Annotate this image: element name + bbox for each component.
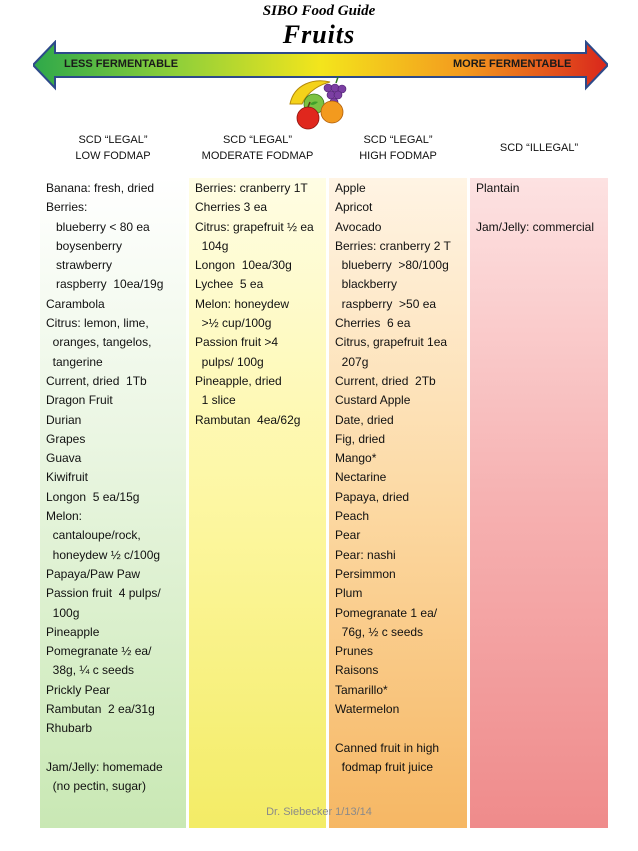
food-item: Berries: cranberry 1T	[195, 181, 308, 195]
food-item: Melon:	[46, 509, 83, 524]
illegal-list	[470, 178, 608, 828]
food-item: strawberry	[46, 258, 113, 273]
food-item: Pineapple, dried	[195, 373, 282, 388]
food-item: Current, dried 2Tb	[335, 373, 436, 388]
food-item: Plantain	[476, 181, 520, 195]
food-item: Lychee 5 ea	[195, 277, 264, 292]
food-item: Berries: cranberry 2 T	[335, 238, 451, 253]
food-item: Rambutan 4ea/62g	[195, 412, 301, 427]
food-item: raspberry >50 ea	[335, 296, 437, 311]
food-item: Longon 10ea/30g	[195, 258, 292, 273]
column-heading-line: SCD “ILLEGAL”	[499, 142, 579, 154]
food-item: >½ cup/100g	[195, 316, 272, 331]
food-item: Citrus: lemon, lime,	[46, 316, 149, 331]
food-item: blueberry < 80 ea	[46, 219, 150, 234]
column-heading-line: MODERATE FODMAP	[201, 150, 314, 162]
food-item: blueberry >80/100g	[335, 258, 449, 273]
food-item: honeydew ½ c/100g	[46, 547, 161, 562]
column-heading-line: SCD “LEGAL”	[78, 134, 148, 146]
food-item: Jam/Jelly: homemade	[46, 759, 163, 774]
column-heading-line: SCD “LEGAL”	[363, 134, 433, 146]
food-item: Tamarillo*	[335, 682, 388, 697]
food-item: Avocado	[335, 219, 382, 234]
food-item: Watermelon	[335, 702, 400, 717]
food-item: Canned fruit in high	[335, 740, 440, 755]
food-item: Custard Apple	[335, 393, 411, 408]
food-item: (no pectin, sugar)	[46, 779, 147, 794]
food-item: Pear	[335, 528, 361, 543]
food-item: Guava	[46, 451, 82, 466]
food-item: Prunes	[335, 644, 374, 659]
food-item: boysenberry	[46, 238, 123, 253]
food-item: Current, dried 1Tb	[46, 373, 147, 388]
food-item: Raisons	[335, 663, 379, 678]
food-item: Pomegranate ½ ea/	[46, 644, 152, 659]
page-title: Fruits	[282, 20, 356, 49]
low-fodmap-list	[40, 178, 186, 828]
food-item: 100g	[46, 605, 80, 620]
food-item: fodmap fruit juice	[335, 759, 434, 774]
food-item: 76g, ½ c seeds	[335, 624, 424, 639]
food-item: Cherries 3 ea	[195, 200, 268, 215]
food-item	[46, 739, 186, 758]
food-item	[335, 719, 467, 738]
food-item: Prickly Pear	[46, 682, 111, 697]
food-item: Kiwifruit	[46, 470, 89, 485]
food-item: 104g	[195, 238, 229, 253]
food-item: Papaya, dried	[335, 489, 410, 504]
food-item: Rhubarb	[46, 721, 93, 736]
food-item: Papaya/Paw Paw	[46, 566, 141, 581]
food-item: Passion fruit 4 pulps/	[46, 586, 161, 601]
fruit-basket-icon	[284, 74, 354, 134]
food-item: Citrus: grapefruit ½ ea	[195, 219, 314, 234]
author-footer: Dr. Siebecker 1/13/14	[266, 806, 372, 818]
food-item: Durian	[46, 412, 82, 427]
food-item: Apricot	[335, 200, 373, 215]
food-item: Longon 5 ea/15g	[46, 489, 140, 504]
food-item: Fig, dried	[335, 431, 386, 446]
more-fermentable-label: MORE FERMENTABLE	[453, 58, 572, 70]
less-fermentable-label: LESS FERMENTABLE	[64, 58, 179, 70]
food-item: Pear: nashi	[335, 547, 396, 562]
food-item: Date, dried	[335, 412, 394, 427]
food-item: blackberry	[335, 277, 398, 292]
food-item: tangerine	[46, 354, 103, 369]
food-item: Banana: fresh, dried	[46, 181, 155, 195]
food-item	[476, 198, 608, 217]
food-item: 207g	[335, 354, 369, 369]
column-heading-line: HIGH FODMAP	[359, 150, 437, 162]
column-heading-low-fodmap	[40, 132, 186, 164]
food-item: Citrus, grapefruit 1ea	[335, 335, 448, 350]
food-item: Melon: honeydew	[195, 296, 290, 311]
food-item: cantaloupe/rock,	[46, 528, 141, 543]
guide-subtitle: SIBO Food Guide	[262, 3, 376, 19]
food-item: Nectarine	[335, 470, 387, 485]
food-item: Grapes	[46, 431, 86, 446]
food-item: Passion fruit >4	[195, 335, 279, 350]
high-fodmap-list	[329, 178, 467, 828]
food-item: oranges, tangelos,	[46, 335, 152, 350]
food-item: Pomegranate 1 ea/	[335, 605, 438, 620]
food-item: 38g, ¼ c seeds	[46, 663, 135, 678]
food-item: Jam/Jelly: commercial	[476, 219, 595, 234]
moderate-fodmap-list	[189, 178, 326, 828]
column-heading-high-fodmap	[329, 132, 467, 164]
food-item: raspberry 10ea/19g	[46, 277, 164, 292]
food-item: Carambola	[46, 296, 105, 311]
food-item: pulps/ 100g	[195, 354, 264, 369]
food-item: Mango*	[335, 451, 377, 466]
food-item: Berries:	[46, 200, 88, 215]
food-item: Pineapple	[46, 624, 100, 639]
food-item: Apple	[335, 181, 366, 195]
column-heading-moderate-fodmap	[189, 132, 326, 164]
column-heading-line: SCD “LEGAL”	[222, 134, 293, 146]
food-item: Peach	[335, 509, 370, 524]
food-item: Plum	[335, 586, 363, 601]
food-item: Persimmon	[335, 566, 396, 581]
food-item: 1 slice	[195, 393, 236, 408]
column-heading-illegal	[470, 140, 608, 156]
food-item: Cherries 6 ea	[335, 316, 411, 331]
column-heading-line: LOW FODMAP	[75, 150, 151, 162]
food-item: Rambutan 2 ea/31g	[46, 702, 155, 717]
food-item: Dragon Fruit	[46, 393, 113, 408]
